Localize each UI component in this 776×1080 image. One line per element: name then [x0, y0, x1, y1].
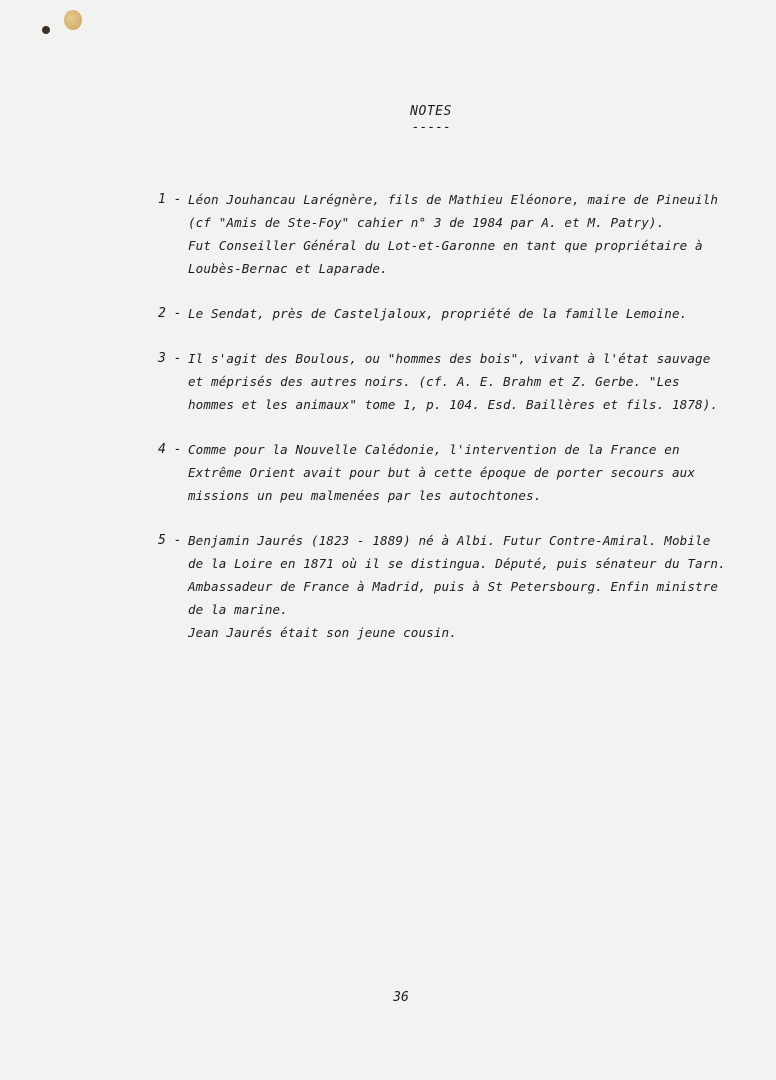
page-number: 36: [393, 990, 409, 1005]
note-text: [188, 529, 748, 644]
note-line: Il s'agit des Boulous, ou "hommes des bois", vivant à l'état sauvage: [188, 351, 711, 366]
note-number: 4 -: [158, 442, 182, 457]
note-text: [188, 188, 748, 280]
note-line: Jean Jaurés était son jeune cousin.: [188, 625, 457, 640]
note-number: 5 -: [158, 533, 182, 548]
note-line: Fut Conseiller Général du Lot-et-Garonne en tant que propriétaire à: [188, 238, 703, 253]
notes-list: [158, 188, 748, 666]
note-number: 1 -: [158, 192, 182, 207]
note-text: [188, 438, 748, 507]
note-line: Loubès-Bernac et Laparade.: [188, 261, 388, 276]
note-text: [188, 302, 748, 325]
note-line: Ambassadeur de France à Madrid, puis à St Petersbourg. Enfin ministre: [188, 579, 719, 594]
note-line: hommes et les animaux" tome 1, p. 104. Esd. Baillères et fils. 1878).: [188, 397, 719, 412]
note-number: 3 -: [158, 351, 182, 366]
note-item: [158, 302, 748, 325]
note-line: Comme pour la Nouvelle Calédonie, l'intervention de la France en: [188, 442, 680, 457]
note-text: [188, 347, 748, 416]
note-number: 2 -: [158, 306, 182, 321]
note-line: Benjamin Jaurés (1823 - 1889) né à Albi. Futur Contre-Amiral. Mobile: [188, 533, 711, 548]
note-line: (cf "Amis de Ste-Foy" cahier n° 3 de 1984 par A. et M. Patry).: [188, 215, 665, 230]
note-line: missions un peu malmenées par les autochtones.: [188, 488, 542, 503]
note-item: [158, 438, 748, 507]
note-line: de la marine.: [188, 602, 288, 617]
note-line: Le Sendat, près de Casteljaloux, propriété de la famille Lemoine.: [188, 306, 688, 321]
stain-dot: [42, 26, 50, 34]
note-line: Léon Jouhancau Larégnère, fils de Mathieu Eléonore, maire de Pineuilh: [188, 192, 719, 207]
note-line: de la Loire en 1871 où il se distingua. Député, puis sénateur du Tarn.: [188, 556, 726, 571]
note-item: [158, 188, 748, 280]
note-line: Extrême Orient avait pour but à cette époque de porter secours aux: [188, 465, 696, 480]
note-item: [158, 347, 748, 416]
page-title: NOTES: [410, 104, 452, 119]
title-underline: -----: [411, 120, 451, 135]
note-item: [158, 529, 748, 644]
stain-mark: [64, 10, 82, 30]
note-line: et méprisés des autres noirs. (cf. A. E. Brahm et Z. Gerbe. "Les: [188, 374, 680, 389]
